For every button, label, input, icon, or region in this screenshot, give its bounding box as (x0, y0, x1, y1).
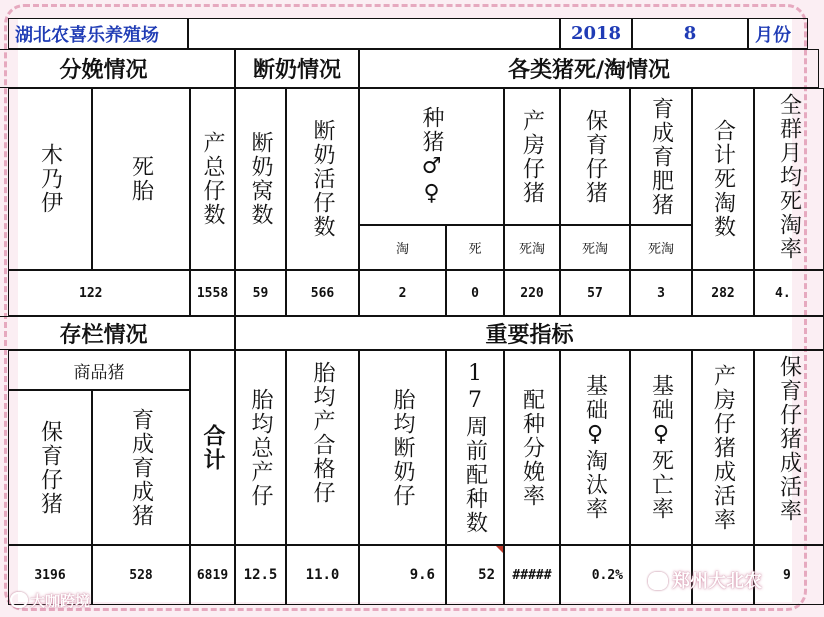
col-full-rate-header: 全群月均死淘率 (754, 88, 824, 270)
year-cell (560, 18, 632, 49)
month-value: 8 (683, 23, 697, 44)
val-avg-total: 12.5 (235, 545, 286, 605)
val-grower: 3 (630, 270, 692, 316)
col-total-dead-header: 合计死淘数 (692, 88, 754, 270)
val-wk17: 52 (446, 545, 504, 605)
val-total-born: 1558 (190, 270, 235, 316)
col-farrow-survival-header: 产房仔猪成活率 (692, 350, 754, 545)
val-breeder-dead: 0 (446, 270, 504, 316)
sub-dead-cull-1: 死淘 (504, 225, 560, 270)
stock-section-title: 存栏情况 (0, 316, 235, 350)
col-avg-weaned-header: 胎均断奶仔 (359, 350, 446, 545)
farrowing-section-title: 分娩情况 (0, 49, 235, 88)
col-stock-nursery-header: 保育仔猪 (8, 390, 92, 545)
sub-dead-cull-2: 死淘 (560, 225, 630, 270)
val-breeder-cull: 2 (359, 270, 446, 316)
col-stillborn-header: 死胎 (92, 88, 190, 270)
col-nursery-header: 保育仔猪 (560, 88, 630, 225)
col-wean-live-header: 断奶活仔数 (286, 88, 359, 270)
col-stock-total-header: 合计 (190, 350, 235, 545)
sub-dead-cull-3: 死淘 (630, 225, 692, 270)
col-avg-total-header: 胎均总产仔 (235, 350, 286, 545)
col-total-born-header: 产总仔数 (190, 88, 235, 270)
val-full-rate: 4. (754, 270, 824, 316)
col-grower-header: 育成育肥猪 (630, 88, 692, 225)
val-wean-live: 566 (286, 270, 359, 316)
deaths-section-title: 各类猪死/淘情况 (359, 49, 819, 88)
val-stock-total: 6819 (190, 545, 235, 605)
watermark-right: 郑州大北农 (672, 571, 762, 592)
val-total-dead: 282 (692, 270, 754, 316)
val-mummy: 122 (8, 270, 190, 316)
col-sow-cull-header: 基础♀淘汰率 (560, 350, 630, 545)
wechat-icon (648, 572, 668, 590)
val-avg-qualified: 11.0 (286, 545, 359, 605)
sub-dead: 死 (446, 225, 504, 270)
val-nursery: 57 (560, 270, 630, 316)
month-suffix: 月份 (755, 24, 791, 46)
col-breeder-header: 种猪♂♀ (359, 88, 504, 225)
farm-name: 湖北农喜乐养殖场 (15, 24, 159, 46)
val-piglets-farrow: 220 (504, 270, 560, 316)
kpi-section-title: 重要指标 (235, 316, 824, 350)
col-wk17-header: 17周前配种数 (446, 350, 504, 545)
comment-marker (496, 546, 503, 553)
commodity-label: 商品猪 (8, 350, 190, 390)
year-value: 2018 (570, 23, 622, 44)
val-farrow-rate: ##### (504, 545, 560, 605)
col-sow-death-header: 基础♀死亡率 (630, 350, 692, 545)
val-wean-litters: 59 (235, 270, 286, 316)
val-avg-weaned: 9.6 (359, 545, 446, 605)
col-farrow-rate-header: 配种分娩率 (504, 350, 560, 545)
val-stock-grower: 528 (92, 545, 190, 605)
sub-cull: 淘 (359, 225, 446, 270)
col-mummy-header: 木乃伊 (8, 88, 92, 270)
col-piglets-farrow-header: 产房仔猪 (504, 88, 560, 225)
farm-name-cell (8, 18, 188, 49)
logo-icon (10, 592, 28, 608)
col-nursery-survival-header: 保育仔猪成活率 (754, 350, 824, 545)
weaning-section-title: 断奶情况 (235, 49, 359, 88)
col-wean-litters-header: 断奶窝数 (235, 88, 286, 270)
watermark-left: 大咖跨境 (30, 592, 91, 610)
col-stock-grower-header: 育成育成猪 (92, 390, 190, 545)
header-blank-cell (188, 18, 560, 49)
month-suffix-cell (748, 18, 808, 49)
val-stock-nursery: 3196 (8, 545, 92, 605)
val-nursery-survival: 9 (754, 545, 824, 605)
month-cell (632, 18, 748, 49)
col-avg-qualified-header: 胎均产合格仔 (286, 350, 359, 545)
val-sow-cull: 0.2% (560, 545, 630, 605)
spreadsheet (15, 18, 802, 602)
